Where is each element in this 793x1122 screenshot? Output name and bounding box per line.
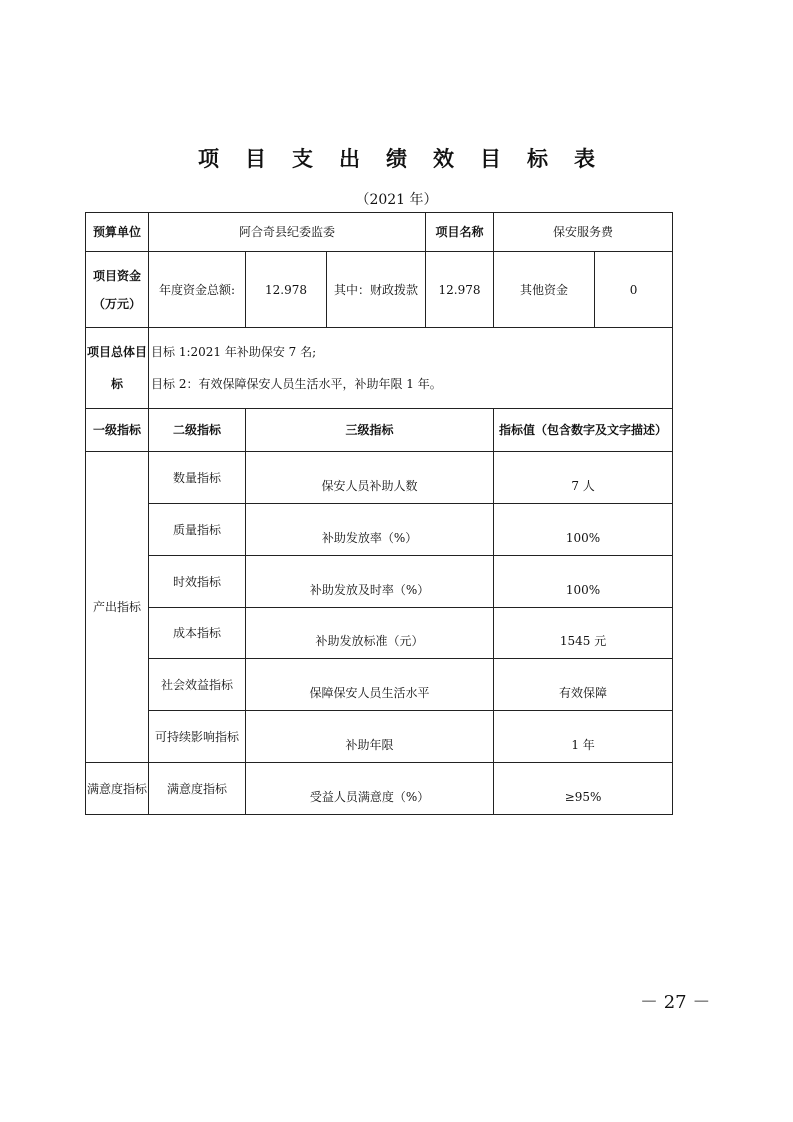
total-funds-label: 年度资金总额:	[149, 252, 246, 328]
header-level2: 二级指标	[149, 409, 246, 452]
header-level1: 一级指标	[86, 409, 149, 452]
fiscal-funds-value: 12.978	[426, 252, 494, 328]
other-funds-value: 0	[595, 252, 673, 328]
funds-label	[86, 252, 149, 328]
goal-2: 目标 2：有效保障保安人员生活水平，补助年限 1 年。	[151, 377, 442, 391]
overall-goal-label-line1: 项目总体目	[86, 345, 147, 359]
page-number: － 27 －	[640, 992, 711, 1013]
document-year: （2021 年）	[355, 192, 438, 208]
table-row	[86, 608, 673, 659]
performance-goal-table	[85, 212, 673, 815]
table-row	[86, 452, 673, 504]
project-name-value: 保安服务费	[494, 213, 673, 252]
total-funds-value: 12.978	[246, 252, 327, 328]
funds-label-line2: （万元）	[92, 296, 141, 311]
document-title: 项目支出绩效目标表	[198, 146, 621, 171]
fiscal-funds-label: 其中：财政拨款	[327, 252, 426, 328]
level3-indicator: 保安人员补助人数	[246, 452, 494, 504]
level2-indicator: 社会效益指标	[149, 659, 246, 711]
level3-indicator: 补助发放标准（元）	[246, 608, 494, 659]
indicator-value: 1 年	[494, 711, 673, 763]
other-funds-label: 其他资金	[494, 252, 595, 328]
funds-row	[86, 252, 673, 328]
satisfaction-level3: 受益人员满意度（%）	[246, 763, 494, 815]
level2-indicator: 成本指标	[149, 608, 246, 659]
level3-indicator: 补助发放率（%）	[246, 504, 494, 556]
satisfaction-row	[86, 763, 673, 815]
level2-indicator: 数量指标	[149, 452, 246, 504]
header-value: 指标值（包含数字及文字描述）	[494, 409, 673, 452]
level3-indicator: 补助年限	[246, 711, 494, 763]
overall-goal-content	[149, 328, 673, 409]
output-category: 产出指标	[86, 452, 149, 763]
overall-goal-label-line2: 标	[110, 377, 123, 391]
project-name-label: 项目名称	[426, 213, 494, 252]
level2-indicator: 质量指标	[149, 504, 246, 556]
header-row	[86, 409, 673, 452]
budget-unit-label: 预算单位	[86, 213, 149, 252]
overall-goal-label	[86, 328, 149, 409]
indicator-value: 7 人	[494, 452, 673, 504]
satisfaction-value: ≥95%	[494, 763, 673, 815]
table-row	[86, 556, 673, 608]
level3-indicator: 保障保安人员生活水平	[246, 659, 494, 711]
table-row	[86, 504, 673, 556]
indicator-value: 100%	[494, 504, 673, 556]
level3-indicator: 补助发放及时率（%）	[246, 556, 494, 608]
budget-unit-value: 阿合奇县纪委监委	[149, 213, 426, 252]
header-level3: 三级指标	[246, 409, 494, 452]
goal-1: 目标 1:2021 年补助保安 7 名;	[151, 345, 317, 359]
funds-label-line1: 项目资金	[92, 268, 141, 283]
table-row	[86, 659, 673, 711]
satisfaction-level2: 满意度指标	[149, 763, 246, 815]
level2-indicator: 可持续影响指标	[149, 711, 246, 763]
indicator-value: 100%	[494, 556, 673, 608]
budget-unit-row	[86, 213, 673, 252]
table-row	[86, 711, 673, 763]
satisfaction-level1: 满意度指标	[86, 763, 149, 815]
level2-indicator: 时效指标	[149, 556, 246, 608]
overall-goal-row	[86, 328, 673, 409]
indicator-value: 有效保障	[494, 659, 673, 711]
indicator-value: 1545 元	[494, 608, 673, 659]
